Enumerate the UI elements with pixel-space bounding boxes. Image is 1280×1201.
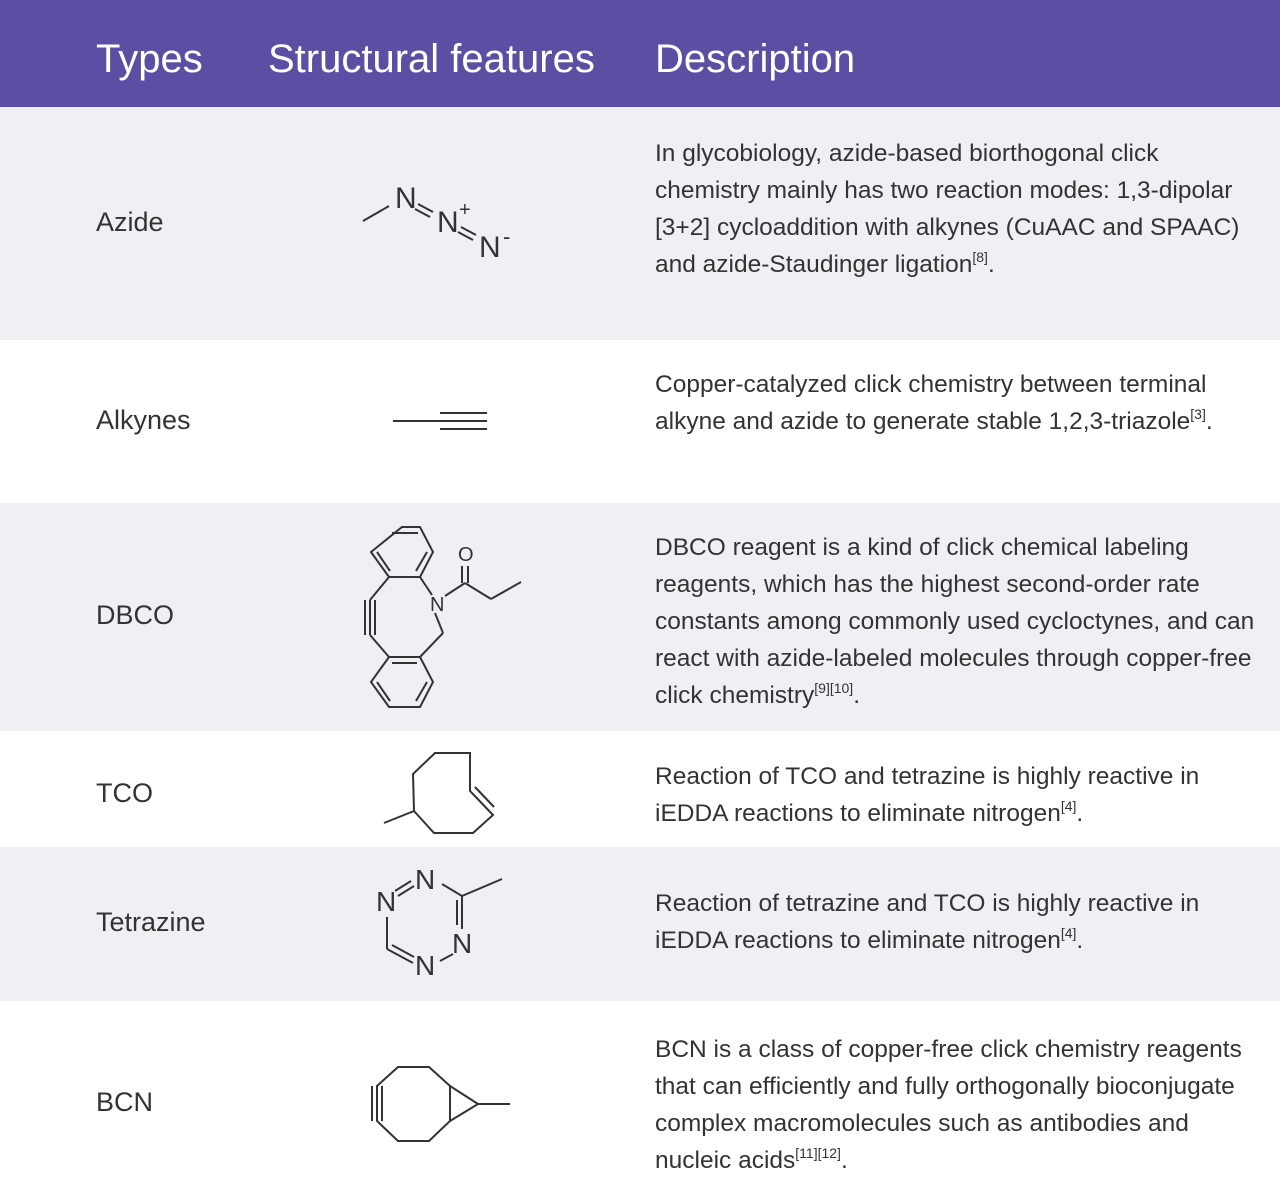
azide-minus: - bbox=[503, 224, 511, 249]
type-label: Tetrazine bbox=[96, 907, 206, 937]
azide-n1: N bbox=[395, 182, 417, 215]
table-row-dbco bbox=[0, 503, 1280, 731]
description: DBCO reagent is a kind of click chemical labeling reagents, which has the highest second-order rate constants among commonly used cycloctynes, and can react with azide-labeled molecules through copper-free click chemistry[9][10]. bbox=[655, 534, 1255, 709]
header-description: Description bbox=[655, 37, 856, 81]
dbco-n: N bbox=[430, 594, 445, 616]
type-label: Alkynes bbox=[96, 405, 191, 435]
alkyne-structure bbox=[390, 410, 490, 434]
type-label: BCN bbox=[96, 1087, 154, 1117]
tetrazine-n-left: N bbox=[376, 886, 397, 917]
header-types: Types bbox=[96, 37, 203, 81]
azide-plus: + bbox=[459, 199, 471, 221]
tetrazine-n-right: N bbox=[452, 928, 473, 959]
tco-structure bbox=[380, 749, 500, 839]
description: BCN is a class of copper-free click chemistry reagents that can efficiently and fully orthogonally bioconjugate complex macromolecules such as antibodies and nucleic acids[11][12]. bbox=[655, 1036, 1242, 1174]
description: In glycobiology, azide-based biorthogonal click chemistry mainly has two reaction modes: 1,3-dipolar [3+2] cycloaddition with alkynes (CuAAC and SPAAC) and azide-Staudinger ligation[8]. bbox=[655, 140, 1240, 278]
description: Reaction of tetrazine and TCO is highly reactive in iEDDA reactions to eliminate nitrogen[4]. bbox=[655, 890, 1200, 954]
dbco-structure bbox=[355, 521, 535, 721]
description: Copper-catalyzed click chemistry between terminal alkyne and azide to generate stable 1,2,3-triazole[3]. bbox=[655, 371, 1213, 435]
azide-structure bbox=[355, 172, 535, 272]
table-header bbox=[0, 0, 1280, 107]
azide-n2: N bbox=[437, 206, 459, 239]
table-row-bcn bbox=[0, 1001, 1280, 1201]
dbco-o: O bbox=[458, 544, 474, 566]
azide-n3: N bbox=[479, 231, 501, 264]
table-row-alkynes bbox=[0, 340, 1280, 503]
type-label: TCO bbox=[96, 778, 153, 808]
tetrazine-n-top: N bbox=[415, 864, 436, 895]
type-label: DBCO bbox=[96, 600, 175, 630]
tetrazine-structure bbox=[370, 861, 510, 986]
table-row-tetrazine bbox=[0, 847, 1280, 1001]
table-row-azide bbox=[0, 107, 1280, 340]
header-structural-features: Structural features bbox=[268, 37, 595, 81]
type-label: Azide bbox=[96, 207, 164, 237]
description: Reaction of TCO and tetrazine is highly reactive in iEDDA reactions to eliminate nitrogen[4]. bbox=[655, 763, 1200, 827]
bcn-structure bbox=[365, 1061, 515, 1151]
table-row-tco bbox=[0, 731, 1280, 847]
tetrazine-n-bottom: N bbox=[415, 950, 436, 981]
